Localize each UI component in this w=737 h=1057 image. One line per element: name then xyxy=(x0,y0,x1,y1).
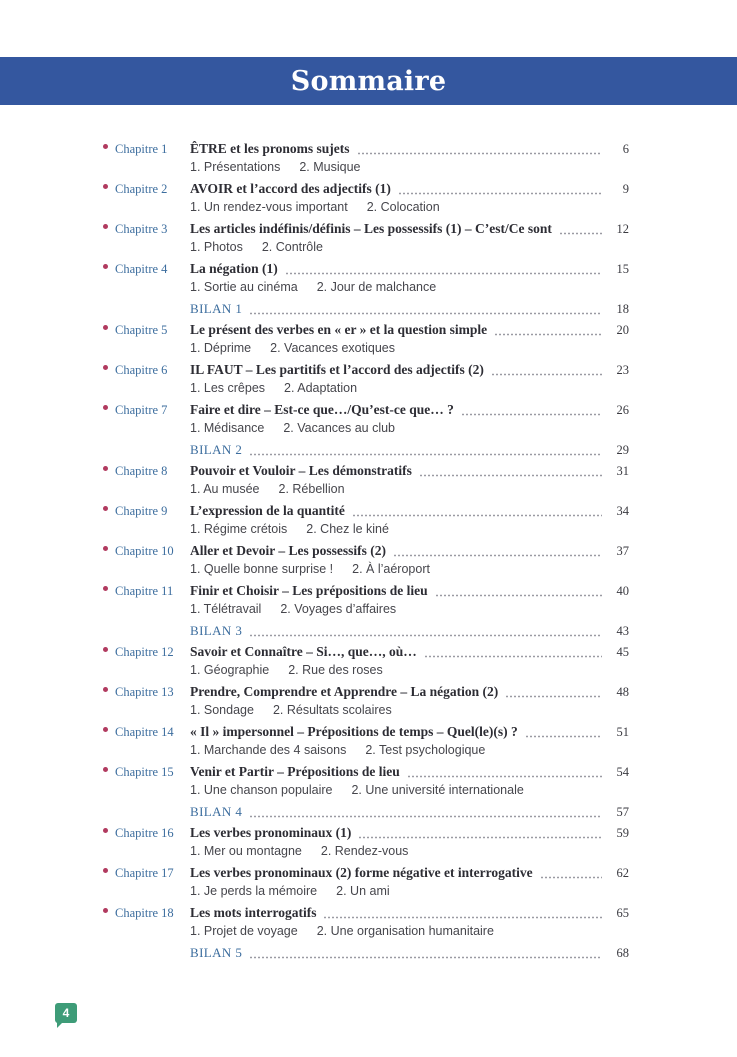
chapter-label-column xyxy=(103,501,190,521)
chapter-label: Chapitre 4 xyxy=(115,262,168,276)
dotted-leader xyxy=(461,413,602,416)
toc-entry-main xyxy=(190,461,629,499)
bilan-label: BILAN 3 xyxy=(190,623,243,638)
toc-entry-main xyxy=(190,179,629,217)
chapter-bullet-icon xyxy=(103,405,108,410)
page-number: 51 xyxy=(616,725,629,739)
page-number: 26 xyxy=(616,403,629,417)
chapter-label-column xyxy=(103,541,190,561)
chapter-title: Savoir et Connaître – Si…, que…, où… xyxy=(190,644,417,659)
chapter-subtitle-item: 1. Quelle bonne surprise ! xyxy=(190,562,334,576)
toc-entry-chapter xyxy=(103,682,629,720)
toc-entry-chapter xyxy=(103,642,629,680)
page-number: 54 xyxy=(616,765,629,779)
toc-entry-bilan xyxy=(103,299,629,319)
page-number-badge: 4 xyxy=(55,1003,77,1023)
page-number: 20 xyxy=(616,323,629,337)
page-title: Sommaire xyxy=(290,65,447,97)
toc-title-line xyxy=(190,501,629,521)
chapter-bullet-icon xyxy=(103,687,108,692)
toc-entry-bilan xyxy=(103,943,629,963)
dotted-leader xyxy=(398,192,602,195)
chapter-title: Les articles indéfinis/définis – Les possessifs (1) – C’est/Ce sont xyxy=(190,221,552,236)
chapter-title: IL FAUT – Les partitifs et l’accord des adjectifs (2) xyxy=(190,362,484,377)
toc-title-line xyxy=(190,581,629,601)
toc-entry-main xyxy=(190,581,629,619)
toc-entry-chapter xyxy=(103,179,629,217)
toc-entry-main xyxy=(190,682,629,720)
dotted-leader xyxy=(357,152,602,155)
chapter-subtitles xyxy=(190,481,629,497)
toc-entry-main xyxy=(190,642,629,680)
toc-entry-chapter xyxy=(103,400,629,438)
chapter-subtitles xyxy=(190,662,629,678)
toc-entry-chapter xyxy=(103,501,629,539)
toc-title-line xyxy=(190,360,629,380)
page-number: 34 xyxy=(616,504,629,518)
chapter-label: Chapitre 17 xyxy=(115,866,174,880)
chapter-title: ÊTRE et les pronoms sujets xyxy=(190,141,350,156)
chapter-title: La négation (1) xyxy=(190,261,278,276)
page-number: 31 xyxy=(616,464,629,478)
chapter-label: Chapitre 12 xyxy=(115,645,174,659)
toc-title-line xyxy=(190,863,629,883)
chapter-subtitle-item: 1. Je perds la mémoire xyxy=(190,884,318,898)
page-number: 45 xyxy=(616,645,629,659)
chapter-subtitle-item: 2. Musique xyxy=(299,160,361,174)
toc-entry-main xyxy=(190,299,629,319)
chapter-label-column xyxy=(103,722,190,742)
dotted-leader xyxy=(540,876,602,879)
chapter-subtitles xyxy=(190,239,629,255)
toc-entry-bilan xyxy=(103,802,629,822)
chapter-bullet-icon xyxy=(103,546,108,551)
page-number: 57 xyxy=(616,805,629,819)
chapter-title: Finir et Choisir – Les prépositions de lieu xyxy=(190,583,428,598)
dotted-leader xyxy=(249,956,602,959)
dotted-leader xyxy=(424,655,602,658)
dotted-leader xyxy=(494,333,602,336)
chapter-title: Le présent des verbes en « er » et la question simple xyxy=(190,322,488,337)
chapter-subtitle-item: 1. Sortie au cinéma xyxy=(190,280,298,294)
chapter-bullet-icon xyxy=(103,466,108,471)
chapter-label-column xyxy=(103,682,190,702)
chapter-label: Chapitre 10 xyxy=(115,544,174,558)
chapter-title: Les mots interrogatifs xyxy=(190,905,317,920)
chapter-subtitle-item: 2. Rébellion xyxy=(278,482,345,496)
toc-entry-chapter xyxy=(103,722,629,760)
chapter-subtitle-item: 2. Adaptation xyxy=(284,381,358,395)
chapter-subtitle-item: 2. Contrôle xyxy=(261,240,323,254)
toc-title-line xyxy=(190,621,629,641)
chapter-subtitle-item: 1. Marchande des 4 saisons xyxy=(190,743,347,757)
chapter-label: Chapitre 2 xyxy=(115,182,168,196)
toc-entry-main xyxy=(190,722,629,760)
chapter-label: Chapitre 11 xyxy=(115,584,174,598)
chapter-label-column xyxy=(103,259,190,279)
dotted-leader xyxy=(249,312,602,315)
page-number: 62 xyxy=(616,866,629,880)
sommaire-page xyxy=(0,57,737,1057)
chapter-bullet-icon xyxy=(103,908,108,913)
dotted-leader xyxy=(435,594,602,597)
chapter-label-column xyxy=(103,461,190,481)
chapter-title: Les verbes pronominaux (2) forme négative et interrogative xyxy=(190,865,533,880)
chapter-subtitle-item: 2. À l’aéroport xyxy=(352,562,430,576)
toc-title-line xyxy=(190,802,629,822)
toc-entry-main xyxy=(190,320,629,358)
chapter-label: Chapitre 15 xyxy=(115,765,174,779)
toc-entry-chapter xyxy=(103,903,629,941)
chapter-subtitle-item: 1. Sondage xyxy=(190,703,254,717)
toc-entry-chapter xyxy=(103,219,629,257)
dotted-leader xyxy=(407,775,602,778)
chapter-bullet-icon xyxy=(103,586,108,591)
dotted-leader xyxy=(393,554,602,557)
chapter-subtitle-item: 1. Au musée xyxy=(190,482,260,496)
dotted-leader xyxy=(525,735,602,738)
chapter-subtitle-item: 2. Vacances au club xyxy=(283,421,396,435)
chapter-subtitles xyxy=(190,843,629,859)
toc-title-line xyxy=(190,682,629,702)
toc-entry-main xyxy=(190,541,629,579)
chapter-label: Chapitre 8 xyxy=(115,464,168,478)
chapter-title: Faire et dire – Est-ce que…/Qu’est-ce que… ? xyxy=(190,402,454,417)
toc-entry-main xyxy=(190,501,629,539)
page-number: 12 xyxy=(616,222,629,236)
chapter-title: L’expression de la quantité xyxy=(190,503,345,518)
page-number: 6 xyxy=(622,142,629,156)
chapter-subtitle-item: 1. Projet de voyage xyxy=(190,924,298,938)
chapter-bullet-icon xyxy=(103,767,108,772)
dotted-leader xyxy=(505,695,602,698)
chapter-label-column xyxy=(103,863,190,883)
page-number: 68 xyxy=(616,946,629,960)
dotted-leader xyxy=(491,373,602,376)
chapter-bullet-icon xyxy=(103,365,108,370)
chapter-bullet-icon xyxy=(103,727,108,732)
chapter-subtitle-item: 2. Vacances exotiques xyxy=(270,341,395,355)
page-number: 43 xyxy=(616,624,629,638)
toc-title-line xyxy=(190,823,629,843)
toc-title-line xyxy=(190,722,629,742)
chapter-subtitle-item: 1. Médisance xyxy=(190,421,265,435)
chapter-title: Venir et Partir – Prépositions de lieu xyxy=(190,764,400,779)
toc-list xyxy=(103,139,629,963)
dotted-leader xyxy=(559,232,602,235)
chapter-subtitles xyxy=(190,561,629,577)
chapter-title: Les verbes pronominaux (1) xyxy=(190,825,352,840)
chapter-label-column xyxy=(103,360,190,380)
chapter-subtitles xyxy=(190,782,629,798)
toc-title-line xyxy=(190,179,629,199)
chapter-label-column xyxy=(103,581,190,601)
chapter-subtitles xyxy=(190,420,629,436)
toc-entry-chapter xyxy=(103,320,629,358)
chapter-label: Chapitre 7 xyxy=(115,403,168,417)
chapter-label: Chapitre 14 xyxy=(115,725,174,739)
page-number: 18 xyxy=(616,302,629,316)
chapter-label: Chapitre 5 xyxy=(115,323,168,337)
chapter-subtitle-item: 1. Photos xyxy=(190,240,243,254)
chapter-label: Chapitre 9 xyxy=(115,504,168,518)
chapter-label-column xyxy=(103,219,190,239)
chapter-subtitle-item: 1. Déprime xyxy=(190,341,252,355)
page-number: 9 xyxy=(622,182,629,196)
chapter-label: Chapitre 13 xyxy=(115,685,174,699)
chapter-subtitle-item: 2. Jour de malchance xyxy=(316,280,437,294)
toc-title-line xyxy=(190,541,629,561)
chapter-label: Chapitre 1 xyxy=(115,142,168,156)
toc-entry-main xyxy=(190,863,629,901)
chapter-label: Chapitre 16 xyxy=(115,826,174,840)
chapter-bullet-icon xyxy=(103,506,108,511)
chapter-title: AVOIR et l’accord des adjectifs (1) xyxy=(190,181,391,196)
toc-entry-chapter xyxy=(103,360,629,398)
chapter-subtitle-item: 2. Colocation xyxy=(366,200,440,214)
page-number: 23 xyxy=(616,363,629,377)
chapter-subtitle-item: 1. Géographie xyxy=(190,663,270,677)
chapter-bullet-icon xyxy=(103,144,108,149)
toc-entry-main xyxy=(190,823,629,861)
page-number: 59 xyxy=(616,826,629,840)
page-number: 65 xyxy=(616,906,629,920)
toc-entry-chapter xyxy=(103,823,629,861)
page-number: 40 xyxy=(616,584,629,598)
toc-entry-bilan xyxy=(103,621,629,641)
dotted-leader xyxy=(419,474,602,477)
toc-title-line xyxy=(190,461,629,481)
toc-entry-main xyxy=(190,762,629,800)
toc-title-line xyxy=(190,219,629,239)
dotted-leader xyxy=(323,916,602,919)
chapter-bullet-icon xyxy=(103,264,108,269)
chapter-subtitle-item: 2. Chez le kiné xyxy=(306,522,389,536)
dotted-leader xyxy=(249,815,602,818)
toc-title-line xyxy=(190,762,629,782)
dotted-leader xyxy=(249,634,602,637)
page-number: 48 xyxy=(616,685,629,699)
toc-title-line xyxy=(190,642,629,662)
toc-entry-chapter xyxy=(103,139,629,177)
chapter-label-column xyxy=(103,642,190,662)
toc-entry-chapter xyxy=(103,541,629,579)
chapter-label-column xyxy=(103,400,190,420)
dotted-leader xyxy=(249,453,602,456)
toc-entry-chapter xyxy=(103,581,629,619)
toc-entry-main xyxy=(190,621,629,641)
toc-entry-chapter xyxy=(103,461,629,499)
chapter-bullet-icon xyxy=(103,647,108,652)
chapter-title: Pouvoir et Vouloir – Les démonstratifs xyxy=(190,463,412,478)
page-number: 29 xyxy=(616,443,629,457)
toc-title-line xyxy=(190,299,629,319)
chapter-subtitle-item: 1. Présentations xyxy=(190,160,281,174)
page-number: 15 xyxy=(616,262,629,276)
toc-title-line xyxy=(190,400,629,420)
chapter-label-column xyxy=(103,903,190,923)
toc-entry-bilan xyxy=(103,440,629,460)
chapter-label-column xyxy=(103,139,190,159)
chapter-bullet-icon xyxy=(103,224,108,229)
sommaire-banner xyxy=(0,57,737,105)
dotted-leader xyxy=(358,836,602,839)
chapter-subtitles xyxy=(190,279,629,295)
toc-title-line xyxy=(190,440,629,460)
bilan-label: BILAN 4 xyxy=(190,804,243,819)
chapter-label: Chapitre 3 xyxy=(115,222,168,236)
chapter-subtitles xyxy=(190,199,629,215)
chapter-subtitles xyxy=(190,340,629,356)
chapter-label: Chapitre 18 xyxy=(115,906,174,920)
chapter-subtitles xyxy=(190,742,629,758)
chapter-title: Aller et Devoir – Les possessifs (2) xyxy=(190,543,386,558)
dotted-leader xyxy=(285,272,602,275)
chapter-subtitles xyxy=(190,883,629,899)
chapter-subtitles xyxy=(190,601,629,617)
chapter-label: Chapitre 6 xyxy=(115,363,168,377)
chapter-subtitle-item: 2. Une université internationale xyxy=(351,783,524,797)
chapter-bullet-icon xyxy=(103,325,108,330)
toc-title-line xyxy=(190,259,629,279)
chapter-subtitles xyxy=(190,159,629,175)
chapter-bullet-icon xyxy=(103,184,108,189)
bilan-label: BILAN 5 xyxy=(190,945,243,960)
chapter-subtitle-item: 2. Une organisation humanitaire xyxy=(316,924,494,938)
chapter-subtitle-item: 1. Régime crétois xyxy=(190,522,288,536)
toc-entry-main xyxy=(190,802,629,822)
toc-entry-chapter xyxy=(103,863,629,901)
chapter-bullet-icon xyxy=(103,828,108,833)
toc-entry-main xyxy=(190,259,629,297)
chapter-title: Prendre, Comprendre et Apprendre – La négation (2) xyxy=(190,684,499,699)
toc-title-line xyxy=(190,320,629,340)
chapter-subtitle-item: 2. Rue des roses xyxy=(288,663,383,677)
toc-entry-main xyxy=(190,139,629,177)
chapter-subtitles xyxy=(190,923,629,939)
toc-entry-main xyxy=(190,440,629,460)
toc-entry-main xyxy=(190,360,629,398)
toc-entry-main xyxy=(190,903,629,941)
chapter-label-column xyxy=(103,320,190,340)
chapter-label-column xyxy=(103,823,190,843)
chapter-bullet-icon xyxy=(103,868,108,873)
toc-entry-main xyxy=(190,219,629,257)
chapter-subtitle-item: 2. Test psychologique xyxy=(365,743,486,757)
toc-entry-chapter xyxy=(103,259,629,297)
chapter-subtitles xyxy=(190,380,629,396)
chapter-subtitle-item: 2. Voyages d’affaires xyxy=(280,602,397,616)
toc-entry-main xyxy=(190,400,629,438)
chapter-subtitle-item: 1. Un rendez-vous important xyxy=(190,200,348,214)
toc-title-line xyxy=(190,139,629,159)
toc-title-line xyxy=(190,903,629,923)
chapter-subtitle-item: 1. Les crêpes xyxy=(190,381,266,395)
chapter-subtitle-item: 1. Télétravail xyxy=(190,602,262,616)
chapter-label-column xyxy=(103,179,190,199)
toc-title-line xyxy=(190,943,629,963)
chapter-subtitles xyxy=(190,521,629,537)
dotted-leader xyxy=(352,514,602,517)
chapter-subtitle-item: 1. Une chanson populaire xyxy=(190,783,333,797)
chapter-subtitles xyxy=(190,702,629,718)
toc-entry-chapter xyxy=(103,762,629,800)
page-number: 37 xyxy=(616,544,629,558)
chapter-subtitle-item: 2. Un ami xyxy=(336,884,390,898)
chapter-subtitle-item: 1. Mer ou montagne xyxy=(190,844,302,858)
chapter-label-column xyxy=(103,762,190,782)
bilan-label: BILAN 2 xyxy=(190,442,243,457)
toc-entry-main xyxy=(190,943,629,963)
chapter-title: « Il » impersonnel – Prépositions de temps – Quel(le)(s) ? xyxy=(190,724,518,739)
chapter-subtitle-item: 2. Rendez-vous xyxy=(320,844,409,858)
bilan-label: BILAN 1 xyxy=(190,301,243,316)
chapter-subtitle-item: 2. Résultats scolaires xyxy=(272,703,392,717)
